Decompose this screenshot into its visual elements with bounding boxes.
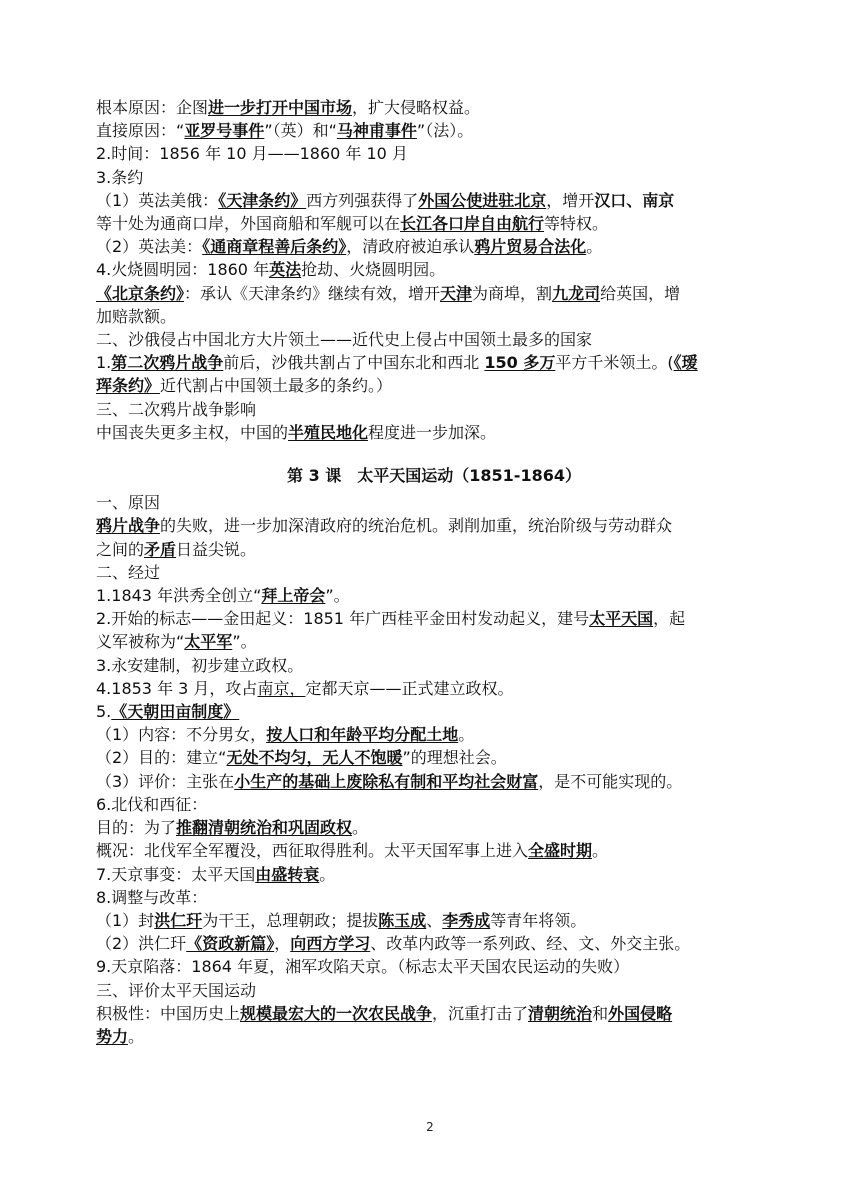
- text: 等特权。: [544, 214, 609, 234]
- key-term: 天津: [440, 283, 473, 303]
- section-heading: 一、原因: [96, 493, 161, 513]
- text: ，沉重打击了: [432, 1003, 529, 1023]
- text: （3）评价：主张在: [96, 771, 235, 791]
- key-term: 外国公使进驻北京: [418, 190, 547, 210]
- text: 的失败，进一步加深清政府的统治危机。剥削加重，统治阶级与劳动群众: [160, 516, 673, 536]
- text: 1.1843 年洪秀全创立“: [96, 586, 262, 606]
- text: 前后，沙俄共割占了中国东北和西北: [223, 353, 485, 373]
- key-term: 太平天国: [589, 609, 654, 629]
- text: 7.天京事变：太平天国: [96, 864, 256, 884]
- text: 等青年将领。: [490, 910, 587, 930]
- text-line: [96, 839, 772, 862]
- key-term: 洪仁玕: [154, 910, 203, 930]
- key-term: 鸦片战争: [96, 516, 161, 536]
- key-term: 鸦片贸易合法化: [474, 237, 587, 257]
- text-line: [96, 677, 772, 700]
- key-term: 推翻清朝统治和巩固政权: [176, 818, 353, 838]
- key-term: 拜上帝会: [261, 586, 326, 606]
- key-term: 《天津条约》: [218, 190, 307, 210]
- text: 。: [586, 237, 603, 257]
- text-line: [96, 630, 772, 653]
- key-term: 《资政新篇》: [186, 934, 275, 954]
- text-line: [96, 235, 772, 258]
- text: 2.开始的标志——金田起义：1851 年广西桂平金田村发动起义，建号: [96, 609, 590, 629]
- text-line: [96, 258, 772, 281]
- key-term: 《天朝田亩制度》: [111, 702, 240, 722]
- text: ，: [274, 934, 291, 954]
- text-line: 加赔款额。: [96, 306, 177, 326]
- text-line: [96, 189, 772, 212]
- key-term: 亚罗号事件: [184, 121, 265, 141]
- text: ”（英）和“: [264, 121, 337, 141]
- text: 给英国，增: [600, 283, 681, 303]
- text: 。: [458, 725, 475, 745]
- text: 平方千米领土。(: [555, 353, 674, 373]
- section-heading: 二、沙俄侵占中国北方大片领土——近代史上侵占中国领土最多的国家: [96, 330, 593, 350]
- text: 1.: [96, 353, 112, 373]
- text-line: [96, 421, 772, 444]
- key-term: 九龙司: [552, 283, 601, 303]
- key-term: 《瑷: [673, 353, 698, 373]
- text-line: [96, 584, 772, 607]
- text: （2）洪仁玕: [96, 934, 187, 954]
- text-line: 3.条约: [96, 167, 144, 187]
- key-term: 南京，: [257, 678, 306, 698]
- section-heading: 三、评价太平天国运动: [96, 980, 257, 1000]
- text-line: [96, 96, 772, 119]
- text: （2）英法美：: [96, 237, 203, 257]
- key-term: 《北京条约》: [96, 283, 185, 303]
- text: 为干王，总理朝政；提拔: [202, 910, 379, 930]
- key-term: 汉口: [594, 190, 627, 210]
- text: 、: [626, 190, 643, 210]
- text: ：承认《天津条约》继续有效，增开: [184, 283, 441, 303]
- text: ，清政府被迫承认: [346, 237, 475, 257]
- text: 和: [592, 1003, 609, 1023]
- text: 根本原因：企图: [96, 98, 209, 117]
- key-term: 全盛时期: [528, 841, 593, 861]
- text-line: 9.天京陷落：1864 年夏，湘军攻陷天京。（标志太平天国农民运动的失败）: [96, 957, 630, 977]
- text: 日益尖锐。: [176, 539, 257, 559]
- text: ”的理想社会。: [402, 748, 507, 768]
- key-term: 陈玉成: [378, 910, 427, 930]
- key-term: 太平军: [184, 632, 233, 652]
- text-line: 6.北伐和西征：: [96, 794, 208, 814]
- text-line: [96, 1025, 772, 1048]
- key-term: 向西方学习: [290, 934, 371, 954]
- text-line: [96, 770, 772, 793]
- text: （2）目的：建立“: [96, 748, 227, 768]
- key-term: 矛盾: [144, 539, 177, 559]
- text: 。: [592, 841, 609, 861]
- key-term: 长江各口岸自由航行: [400, 214, 545, 234]
- text: 近代割占中国领土最多的条约。）: [160, 376, 393, 396]
- key-term: 南京: [642, 190, 675, 210]
- text-line: 8.调整与改革：: [96, 887, 208, 907]
- text: 概况：北伐军全军覆没，西征取得胜利。太平天国军事上进入: [96, 841, 529, 861]
- text: 为商埠，割: [472, 283, 553, 303]
- key-term: 按人口和年龄平均分配土地: [266, 725, 459, 745]
- text: 。: [128, 1026, 145, 1046]
- key-term: 小生产的基础上废除私有制和平均社会财富: [234, 771, 539, 791]
- text: 之间的: [96, 539, 145, 559]
- text: 直接原因：“: [96, 121, 185, 141]
- text: 积极性：中国历史上: [96, 1003, 241, 1023]
- key-term: 势力: [96, 1026, 129, 1046]
- text-line: [96, 723, 772, 746]
- key-term: 英法: [269, 260, 302, 280]
- key-term: 珲条约》: [96, 376, 161, 396]
- key-term: 无处不均匀，无人不饱暖: [226, 748, 403, 768]
- text-line: [96, 700, 772, 723]
- text: 、: [426, 910, 443, 930]
- text: 西方列强获得了: [306, 190, 419, 210]
- text-line: [96, 863, 772, 886]
- text: ，起: [653, 609, 686, 629]
- text-line: [96, 212, 772, 235]
- text-line: [96, 909, 772, 932]
- text-line: [96, 119, 772, 142]
- text-line: [96, 514, 772, 537]
- text-line: [96, 746, 772, 769]
- text-line: [96, 538, 772, 561]
- key-term: 李秀成: [442, 910, 491, 930]
- key-term: 150 多万: [484, 353, 556, 373]
- text-line: [96, 374, 772, 397]
- key-term: 马神甫事件: [336, 121, 417, 141]
- text-line: [96, 607, 772, 630]
- text: （1）封: [96, 910, 155, 930]
- text: 4.1853 年 3 月，攻占: [96, 678, 258, 698]
- key-term: 《通商章程善后条约》: [202, 237, 347, 257]
- key-term: 清朝统治: [528, 1003, 593, 1023]
- text: 程度进一步加深。: [368, 422, 497, 442]
- text: 义军被称为“: [96, 632, 185, 652]
- text: ，扩大侵略权益。: [352, 98, 481, 117]
- text: 定都天京——正式建立政权。: [305, 678, 514, 698]
- section-heading: 三、二次鸦片战争影响: [96, 399, 257, 419]
- document-page: [96, 96, 772, 1048]
- text: 等十处为通商口岸，外国商船和军舰可以在: [96, 214, 401, 234]
- text: 抢劫、火烧圆明园。: [301, 260, 446, 280]
- text: 、改革内政等一系列政、经、文、外交主张。: [370, 934, 691, 954]
- text-line: [96, 351, 772, 374]
- text-line: 2.时间：1856 年 10 月——1860 年 10 月: [96, 144, 408, 164]
- key-term: 规模最宏大的一次农民战争: [240, 1003, 433, 1023]
- page-number: 2: [426, 1120, 434, 1134]
- text: 。: [352, 818, 369, 838]
- text: ”。: [325, 586, 350, 606]
- text: ，是不可能实现的。: [538, 771, 683, 791]
- text: 5.: [96, 702, 112, 722]
- text: ，增开: [546, 190, 595, 210]
- text-line: [96, 282, 772, 305]
- text: 4.火烧圆明园：1860 年: [96, 260, 270, 280]
- text-line: [96, 816, 772, 839]
- text: 中国丧失更多主权，中国的: [96, 422, 289, 442]
- text: ”（法）。: [416, 121, 474, 141]
- text-line: [96, 1002, 772, 1025]
- key-term: 外国侵略: [608, 1003, 673, 1023]
- key-term: 由盛转衰: [255, 864, 320, 884]
- lesson-title: 第 3 课 太平天国运动（1851-1864）: [287, 466, 581, 486]
- text: 。: [319, 864, 336, 884]
- text: （1）英法美俄：: [96, 190, 219, 210]
- section-heading: 二、经过: [96, 562, 161, 582]
- key-term: 半殖民地化: [288, 422, 369, 442]
- key-term: 第二次鸦片战争: [111, 353, 224, 373]
- text-line: 3.永安建制，初步建立政权。: [96, 655, 304, 675]
- text: 目的：为了: [96, 818, 177, 838]
- text: ”。: [232, 632, 257, 652]
- text-line: [96, 932, 772, 955]
- key-term: 进一步打开中国市场: [208, 98, 353, 117]
- text: （1）内容：不分男女，: [96, 725, 267, 745]
